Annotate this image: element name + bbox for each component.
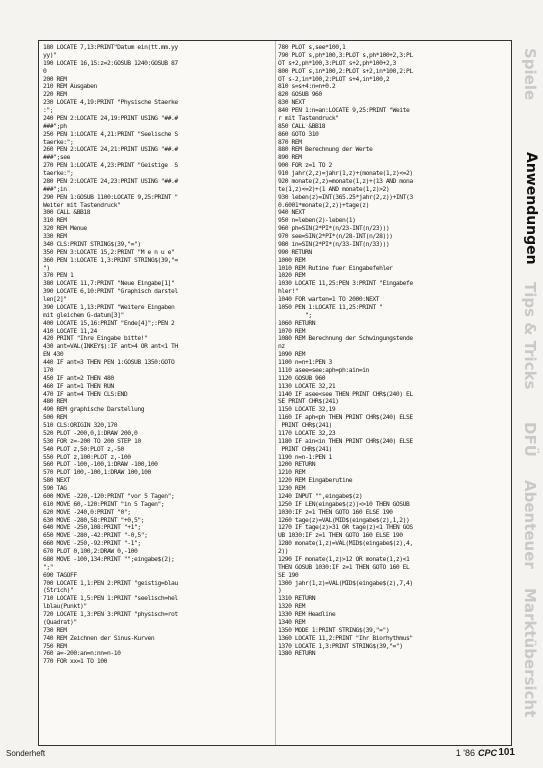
code-line: lblau(Punkt)" <box>43 603 87 611</box>
code-line: UB 1030:IF z=1 THEN GOTO 160 ELSE 190 <box>278 532 403 540</box>
code-line: 830 NEXT <box>278 99 305 107</box>
code-line: 650 MOVE -280,-42:PRINT "-0,5"; <box>43 532 148 540</box>
code-line: 1340 REM <box>278 618 305 626</box>
code-line: 1280 monate(1,z)=VAL(MID$(eingabe$(z),4, <box>278 540 413 548</box>
code-line: 570 PLOT 100,-100,1:DRAW 100,100 <box>43 469 151 477</box>
code-line: 460 IF ant=1 THEN RUN <box>43 382 114 390</box>
code-line: 1020 REM <box>278 272 305 280</box>
code-line: 1250 IF LEN(eingabe$(z))<>10 THEN GOSUB <box>278 500 410 508</box>
code-line: 290 PEN 1:GOSUB 1100:LOCATE 9,25:PRINT " <box>43 193 178 201</box>
code-line: 1100 n=n+1:PEN 3 <box>278 359 332 366</box>
code-line: 1260 tage(z)=VAL(MID$(eingabe$(z),1,2)) <box>278 516 410 524</box>
page-number: 101 <box>498 747 515 758</box>
code-line: 210 REM Ausgaben <box>43 83 97 91</box>
code-line: 1370 LOCATE 1,3:PRINT STRING$(39,"=") <box>278 642 403 650</box>
code-line: 1090 REM <box>278 351 305 359</box>
code-line: SE PRINT CHR$(241) <box>278 398 339 406</box>
code-line: 1360 LOCATE 11,2:PRINT "Ihr Biorhythmus" <box>278 634 413 642</box>
code-line: 790 PLOT s,ph*100,3:PLOT s,ph*100+2,3:PL <box>278 51 413 59</box>
code-line: 350 PEN 3:LOCATE 15,2:PRINT "M e n u e" <box>43 248 175 256</box>
code-line: ###";in <box>43 185 67 193</box>
listing-column-right <box>278 44 508 658</box>
code-line: 630 MOVE -280,58:PRINT "+0,5"; <box>43 516 145 524</box>
code-line: 2)) <box>278 548 289 555</box>
code-line: 280 PEN 2:LOCATE 24,23:PRINT USING "##.# <box>43 177 178 185</box>
code-line: 580 NEXT <box>43 477 70 485</box>
code-line: 870 REM <box>278 138 302 146</box>
code-line: 170 <box>43 366 54 374</box>
code-line: :"; <box>43 107 54 114</box>
code-line: 1010 REM Rutine fuer Eingabefehler <box>278 264 393 272</box>
code-line: 590 TAG <box>43 485 67 492</box>
code-line: nz <box>278 343 285 351</box>
column-divider <box>275 41 276 745</box>
code-line: (Quadrat)" <box>43 618 77 626</box>
code-line: 1170 LOCATE 32,23 <box>278 429 336 437</box>
code-line: ") <box>43 264 50 272</box>
code-line: 710 LOCATE 1,5:PEN 1:PRINT "seelisch=hel <box>43 595 178 603</box>
code-line: "; <box>278 311 312 319</box>
code-line: 900 FOR z=1 TO 2 <box>278 162 332 170</box>
code-line: 1220 REM Eingaberutine <box>278 477 353 485</box>
code-line: 230 LOCATE 4,19:PRINT "Physische Staerke <box>43 99 178 107</box>
code-line: 480 REM <box>43 398 67 406</box>
code-line: 730 REM <box>43 626 67 634</box>
code-line: 320 REM Menue <box>43 225 87 233</box>
code-line: 450 IF ant=2 THEN 480 <box>43 374 114 382</box>
code-line: ";" <box>43 563 54 571</box>
code-line: taerke:"; <box>43 138 74 146</box>
code-line: 750 REM <box>43 642 67 650</box>
footer-issue: 1 '86 <box>455 748 475 758</box>
code-line: (Strich)" <box>43 587 74 595</box>
code-line: 470 IF ant=4 THEN CLS:END <box>43 390 128 398</box>
code-line: 550 PLOT z,100:PLOT z,-100 <box>43 453 131 461</box>
code-line: OT s-2,in*100,2:PLOT s+4,in*100,2 <box>278 75 390 83</box>
code-line: SE 190 <box>278 571 299 579</box>
code-line: 680 MOVE -100,134:PRINT "";eingabe$(2); <box>43 555 175 563</box>
code-line: 970 see=SIN(2*PI*(n/28-INT(n/28))) <box>278 233 393 240</box>
code-line: 180 LOCATE 7,13:PRINT"Datum ein(tt.mm.yy <box>43 44 178 51</box>
code-line: ###";ph <box>43 122 67 130</box>
code-line: 960 ph=SIN(2*PI*(n/23-INT(n/23))) <box>278 225 390 233</box>
code-line: 200 REM <box>43 75 67 83</box>
code-line: 1290 IF monate(1,z)>12 OR monate(1,z)<1 <box>278 555 410 563</box>
tab-tips-tricks: Tips & Tricks <box>521 282 539 390</box>
code-line: 740 REM Zeichnen der Sinus-Kurven <box>43 634 155 642</box>
code-line: 270 PEN 1:LOCATE 4,23:PRINT "Geistige S <box>43 162 178 170</box>
tab-anwendungen: Anwendungen <box>523 152 539 265</box>
code-line: 990 RETURN <box>278 248 312 256</box>
code-line: 490 REM graphische Darstellung <box>43 406 145 414</box>
code-line: 1270 IF tage(z)>31 OR tage(z)<1 THEN GOS <box>278 524 413 532</box>
code-line: 910 jahr(2,z)=jahr(1,z)+(monate(1,z)<=2) <box>278 170 413 177</box>
code-line: 1190 n=n-1:PEN 1 <box>278 453 332 461</box>
code-line: 1200 RETURN <box>278 461 316 469</box>
code-line: 260 PEN 2:LOCATE 24,21:PRINT USING "##.# <box>43 146 178 154</box>
code-line: 310 REM <box>43 217 67 225</box>
page-footer <box>0 742 543 758</box>
code-line: 810 s=s+4:n=n+0.2 <box>278 83 336 91</box>
code-line: 1180 IF ain<in THEN PRINT CHR$(240) ELSE <box>278 437 413 445</box>
code-line: 410 LOCATE 11,24 <box>43 327 97 335</box>
program-listing <box>38 40 512 746</box>
code-line: 1240 INPUT "",eingabe$(z) <box>278 492 363 500</box>
footer-publication: Sonderheft <box>6 749 46 758</box>
code-line: 640 MOVE -250,108:PRINT "+1"; <box>43 524 141 532</box>
code-line: 380 LOCATE 11,7:PRINT "Neue Eingabe[1]" <box>43 280 175 288</box>
code-line: 340 CLS:PRINT STRING$(39,"=") <box>43 240 141 248</box>
code-line: PRINT CHR$(241) <box>278 422 332 429</box>
code-line: 890 REM <box>278 154 302 162</box>
code-line: 940 NEXT <box>278 209 305 217</box>
code-line: 510 CLS:ORIGIN 320,170 <box>43 422 118 429</box>
code-line: 780 PLOT s,see*100,1 <box>278 44 346 51</box>
code-line: taerke:"; <box>43 170 74 177</box>
code-line: 660 MOVE -250,-92:PRINT "-1"; <box>43 540 141 548</box>
code-line: 520 PLOT -200,0,1:DRAW 200,0 <box>43 429 138 437</box>
code-line: 620 MOVE -240,0:PRINT "0"; <box>43 508 131 516</box>
listing-column-left <box>43 44 273 666</box>
code-line: 1160 IF aph<ph THEN PRINT CHR$(240) ELSE <box>278 414 413 422</box>
code-line: 1030:IF z=1 THEN GOTO 160 ELSE 190 <box>278 508 393 516</box>
code-line: 220 REM <box>43 91 67 99</box>
code-line: 1060 RETURN <box>278 319 316 327</box>
code-line: 1130 LOCATE 32,21 <box>278 382 336 390</box>
code-line: 1210 REM <box>278 469 305 477</box>
code-line: 1350 MODE 1:PRINT STRING$(39,"=") <box>278 626 390 634</box>
code-line: 840 PEN 1:n=an:LOCATE 9,25:PRINT "Weite <box>278 107 410 114</box>
code-line: 1300 jahr(1,z)=VAL(MID$(eingabe$(z),7,4) <box>278 579 413 587</box>
code-line: 860 GOTO 310 <box>278 130 319 138</box>
code-line: 670 PLOT 0,100,2:DRAW 0,-100 <box>43 548 138 555</box>
code-line: 430 ant=VAL(INKEY$):IF ant>4 OR ant<1 TH <box>43 343 178 351</box>
code-line: hler!" <box>278 288 299 296</box>
code-line: ###";see <box>43 154 70 162</box>
code-line: 1030 LOCATE 11,25:PEN 3:PRINT "Eingabefe <box>278 280 413 288</box>
code-line: 1230 REM <box>278 485 305 492</box>
code-line: 1310 RETURN <box>278 595 316 603</box>
code-line: 1110 asee=see:aph=ph:ain=in <box>278 366 369 374</box>
code-line: r mit Tastendruck" <box>278 114 339 122</box>
code-line: yy)" <box>43 51 57 59</box>
code-line: 560 PLOT -100,-100,1:DRAW -100,100 <box>43 461 158 469</box>
code-line: PRINT CHR$(241) <box>278 445 332 453</box>
code-line: 300 CALL &BB18 <box>43 209 91 217</box>
code-line: ) <box>278 587 282 595</box>
code-line: 600 MOVE -220,-120:PRINT "vor 5 Tagen"; <box>43 492 175 500</box>
code-line: 1330 REM Headline <box>278 611 336 618</box>
code-line: 1050 PEN 1:LOCATE 11,25:PRINT " <box>278 303 383 311</box>
code-line: 950 n=leben(2)-leben(1) <box>278 217 356 225</box>
code-line: 1380 RETURN <box>278 650 316 658</box>
code-line: 920 monate(2,z)=monate(1,z)+(13 AND mona <box>278 177 413 185</box>
tab-dfue: DFÜ <box>521 422 539 457</box>
tab-spiele: Spiele <box>521 48 539 101</box>
code-line: 800 PLOT s,in*100,2:PLOT s+2,in*100,2:PL <box>278 67 413 75</box>
code-line: 760 a=-200:an=n:nn=n-10 <box>43 650 121 658</box>
code-line: 370 PEN 1 <box>43 272 74 280</box>
code-line: 500 REM <box>43 414 67 422</box>
code-line: 250 PEN 1:LOCATE 4,21:PRINT "Seelische S <box>43 130 178 138</box>
code-line: 820 GOSUB 960 <box>278 91 322 99</box>
tab-abenteuer: Abenteuer <box>521 480 539 569</box>
code-line: 400 LOCATE 15,16:PRINT "Ende[4]";:PEN 2 <box>43 319 175 327</box>
code-line: 850 CALL &BB18 <box>278 122 326 130</box>
code-line: len[2]" <box>43 296 67 303</box>
code-line: 880 REM Berechnung der Werte <box>278 146 373 154</box>
code-line: 930 leben(z)=INT(365.25*jahr(2,z))+INT(3 <box>278 193 413 201</box>
code-line: 1120 GOSUB 960 <box>278 374 326 382</box>
code-line: 390 LOCATE 1,13:PRINT "Weitere Eingaben <box>43 303 175 311</box>
code-line: 0.6001*monate(2,z))+tage(z) <box>278 201 369 209</box>
code-line: 0 <box>43 67 47 75</box>
code-line: 1320 REM <box>278 603 305 611</box>
code-line: EN 430 <box>43 351 64 359</box>
code-line: 610 MOVE 60,-120:PRINT "in 5 Tagen"; <box>43 500 165 508</box>
code-line: 770 FOR xx=1 TO 100 <box>43 658 108 666</box>
code-line: 980 in=SIN(2*PI*(n/33-INT(n/33))) <box>278 240 390 248</box>
code-line: 720 LOCATE 1,3:PEN 3:PRINT "physisch=rot <box>43 611 178 618</box>
code-line: 1040 FOR warten=1 TO 2000:NEXT <box>278 296 380 303</box>
code-line: 440 IF ant=3 THEN PEN 1:GOSUB 1350:GOTO <box>43 359 175 366</box>
code-line: 360 PEN 1:LOCATE 1,3:PRINT STRING$(39,"= <box>43 256 178 264</box>
tab-marktuebersicht: Marktübersicht <box>521 588 539 718</box>
code-line: 1000 REM <box>278 256 305 264</box>
code-line: 1150 LOCATE 32,19 <box>278 406 336 414</box>
code-line: 330 REM <box>43 233 67 240</box>
section-tabs <box>513 40 543 740</box>
code-line: 540 PLOT z,50:PLOT z,-50 <box>43 445 124 453</box>
code-line: 240 PEN 2:LOCATE 24,19:PRINT USING "##.# <box>43 114 178 122</box>
code-line: mit gleichem G-datum[3]" <box>43 311 124 319</box>
code-line: Weiter mit Tastendruck" <box>43 201 121 209</box>
code-line: 1080 REM Berechnung der Schwingungstende <box>278 335 413 343</box>
footer-brand: CPC <box>477 748 497 758</box>
code-line: 1070 REM <box>278 327 305 335</box>
code-line: 530 FOR z=-200 TO 200 STEP 10 <box>43 437 141 445</box>
code-line: THEN GOSUB 1030:IF z=1 THEN GOTO 160 EL <box>278 563 410 571</box>
code-line: 690 TAGOFF <box>43 571 77 579</box>
code-line: 1140 IF asee<see THEN PRINT CHR$(240) EL <box>278 390 413 398</box>
code-line: te(1,z)<=2)+(1 AND monate(1,z)>2) <box>278 185 390 193</box>
code-line: OT s+2,ph*100,3:PLOT s+2,ph*100+2,3 <box>278 59 396 67</box>
code-line: 190 LOCATE 16,15:z=2:GOSUB 1240:GOSUB 87 <box>43 59 178 67</box>
code-line: 700 LOCATE 1,1:PEN 2:PRINT "geistig=blau <box>43 579 178 587</box>
code-line: 390 LOCATE 6,10:PRINT "Graphisch darstel <box>43 288 178 296</box>
code-line: 420 PRINT "Ihre Eingabe bitte!" <box>43 335 148 343</box>
